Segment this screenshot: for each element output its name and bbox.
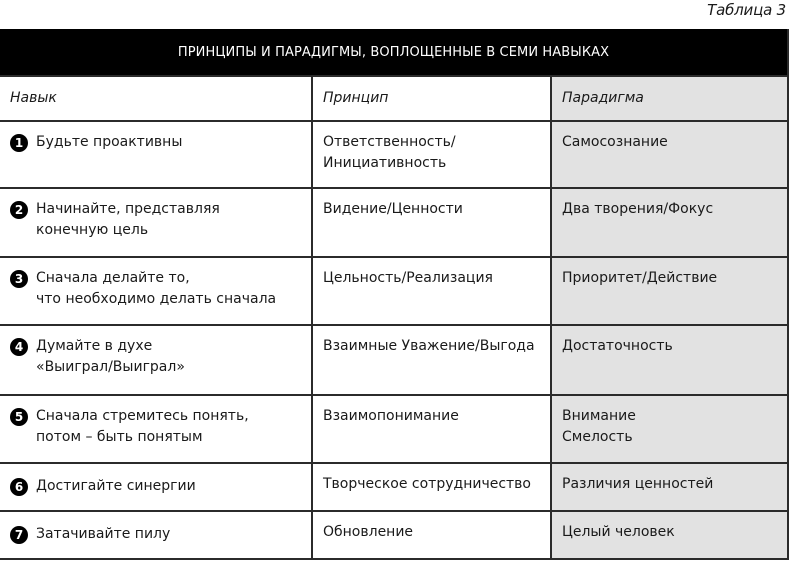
principle-text: Взаимопонимание bbox=[323, 408, 459, 424]
circled-number-4-icon: 4 bbox=[10, 338, 28, 356]
principle-text: Цельность/Реализация bbox=[323, 270, 493, 286]
paradigm-cell bbox=[550, 326, 787, 394]
skill-text: конечную цель bbox=[36, 222, 149, 238]
principle-text: Обновление bbox=[323, 524, 414, 540]
paradigm-text: Внимание bbox=[562, 408, 636, 424]
skill-text: Думайте в духе bbox=[36, 338, 153, 354]
paradigm-cell bbox=[550, 396, 787, 462]
header-principle: Принцип bbox=[311, 77, 550, 120]
header-row bbox=[0, 75, 787, 120]
table-row bbox=[0, 394, 787, 462]
table-row bbox=[0, 324, 787, 394]
skill-cell bbox=[0, 464, 311, 510]
paradigm-cell bbox=[550, 189, 787, 256]
paradigm-cell bbox=[550, 464, 787, 510]
principle-text: Взаимные Уважение/Выгода bbox=[323, 338, 535, 354]
circled-number-7-icon: 7 bbox=[10, 526, 28, 544]
table-row bbox=[0, 120, 787, 187]
table-row bbox=[0, 510, 787, 558]
principle-text: Видение/Ценности bbox=[323, 201, 463, 217]
skill-cell bbox=[0, 189, 311, 256]
paradigm-cell bbox=[550, 122, 787, 187]
circled-number-2-icon: 2 bbox=[10, 201, 28, 219]
header-paradigm: Парадигма bbox=[550, 77, 787, 120]
skill-text: Начинайте, представляя bbox=[36, 201, 220, 217]
table-row bbox=[0, 187, 787, 256]
paradigm-text: Смелость bbox=[562, 429, 633, 445]
skill-text: потом – быть понятым bbox=[36, 429, 203, 445]
circled-number-3-icon: 3 bbox=[10, 270, 28, 288]
circled-number-6-icon: 6 bbox=[10, 478, 28, 496]
skill-text: что необходимо делать сначала bbox=[36, 291, 277, 307]
principle-cell bbox=[311, 326, 550, 394]
skill-text: Сначала стремитесь понять, bbox=[36, 408, 249, 424]
paradigm-text: Самосознание bbox=[562, 134, 668, 150]
table-row bbox=[0, 256, 787, 324]
paradigm-cell bbox=[550, 258, 787, 324]
paradigm-text: Достаточность bbox=[562, 338, 673, 354]
principle-cell bbox=[311, 122, 550, 187]
principle-text: Инициативность bbox=[323, 155, 447, 171]
skill-text: Сначала делайте то, bbox=[36, 270, 190, 286]
skill-text: Достигайте синергии bbox=[36, 478, 196, 494]
skill-cell bbox=[0, 122, 311, 187]
skill-cell bbox=[0, 326, 311, 394]
principle-text: Ответственность/ bbox=[323, 134, 456, 150]
skill-cell bbox=[0, 512, 311, 558]
principle-cell bbox=[311, 258, 550, 324]
principle-text: Творческое сотрудничество bbox=[323, 476, 531, 492]
paradigm-text: Два творения/Фокус bbox=[562, 201, 714, 217]
paradigm-text: Целый человек bbox=[562, 524, 675, 540]
header-skill: Навык bbox=[10, 90, 57, 106]
circled-number-5-icon: 5 bbox=[10, 408, 28, 426]
table-row bbox=[0, 462, 787, 510]
skill-text: «Выиграл/Выиграл» bbox=[36, 359, 185, 375]
principle-cell bbox=[311, 396, 550, 462]
skill-text: Будьте проактивны bbox=[36, 134, 183, 150]
skill-text: Затачивайте пилу bbox=[36, 526, 171, 542]
circled-number-1-icon: 1 bbox=[10, 134, 28, 152]
principle-cell bbox=[311, 464, 550, 510]
table-caption: Таблица 3 bbox=[707, 1, 786, 19]
skill-cell bbox=[0, 396, 311, 462]
principle-cell bbox=[311, 512, 550, 558]
paradigm-cell bbox=[550, 512, 787, 558]
principles-table bbox=[0, 29, 789, 560]
table-title: ПРИНЦИПЫ И ПАРАДИГМЫ, ВОПЛОЩЕННЫЕ В СЕМИ НАВЫКАХ bbox=[0, 29, 787, 75]
paradigm-text: Различия ценностей bbox=[562, 476, 714, 492]
paradigm-text: Приоритет/Действие bbox=[562, 270, 718, 286]
skill-cell bbox=[0, 258, 311, 324]
principle-cell bbox=[311, 189, 550, 256]
